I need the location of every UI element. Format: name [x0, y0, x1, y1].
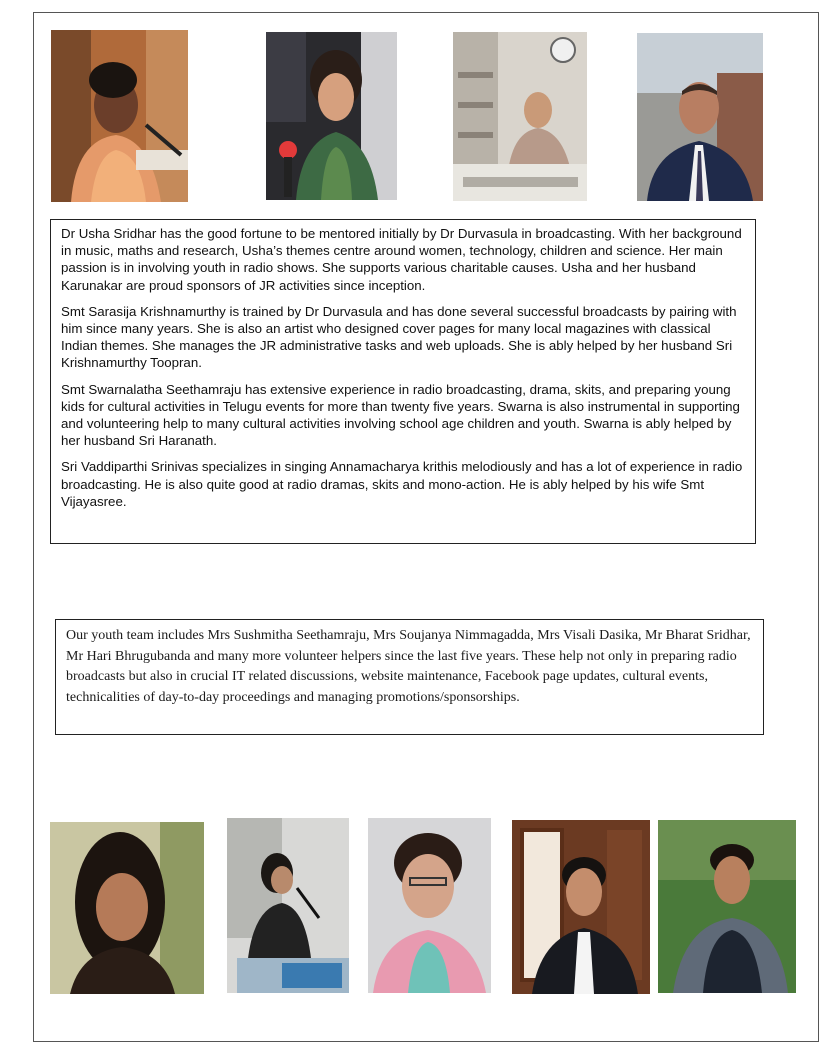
photo-man-in-suit: [637, 33, 763, 201]
photo-young-man-outdoors: [658, 820, 796, 993]
photo-woman-with-microphone: [266, 32, 397, 200]
photo-smiling-woman: [368, 818, 491, 993]
bio-vaddiparthi-srinivas: Sri Vaddiparthi Srinivas specializes in singing Annamacharya krithis melodiously and has a lot of experience in radio broadcasting. He is also quite good at radio dramas, skits and mono-action. He is ably helped by his wife Smt Vijayasree.: [61, 459, 743, 509]
photo-woman-at-radio-console: [453, 32, 587, 201]
youth-team-box: [55, 619, 764, 735]
photo-woman-speaking-at-mic: [227, 818, 349, 993]
photo-woman-at-podium: [51, 30, 188, 202]
bio-text-box: [50, 219, 756, 544]
bio-swarnalatha-seethamraju: Smt Swarnalatha Seethamraju has extensive experience in radio broadcasting, drama, skits, and preparing young kids for cultural activities in Telugu events for more than twenty five years. Swarna is also instrumental in supporting and volunteering help to many cultural activities involving school age children and youth. Swarna is ably helped by her husband Sri Haranath.: [61, 381, 740, 449]
youth-team-text: Our youth team includes Mrs Sushmitha Seethamraju, Mrs Soujanya Nimmagadda, Mrs Visali Dasika, Mr Bharat Sridhar, Mr Hari Bhrugubanda and many more volunteer helpers since the last five years. These help not only in preparing radio broadcasts but also in crucial IT related discussions, website maintenance, Facebook page updates, cultural events, technicalities of day-to-day proceedings and managing promotions/sponsorships.: [66, 628, 751, 705]
photo-young-man-in-suit: [512, 820, 650, 994]
bio-usha-sridhar: Dr Usha Sridhar has the good fortune to be mentored initially by Dr Durvasula in broadcasting. With her background in music, maths and research, Usha’s themes centre around women, technology, children and science. Her main passion is in involving youth in radio shows. She supports various charitable causes. Usha and her husband Karunakar are proud sponsors of JR activities since inception.: [61, 226, 742, 293]
photo-young-woman: [50, 822, 204, 994]
bio-sarasija-krishnamurthy: Smt Sarasija Krishnamurthy is trained by Dr Durvasula and has done several successful broadcasts by pairing with him since many years. She is also an artist who designed cover pages for many local magazines with classical Indian themes. She manages the JR administrative tasks and web uploads. She is ably helped by her husband Sri Krishnamurthy Toopran.: [61, 303, 737, 371]
